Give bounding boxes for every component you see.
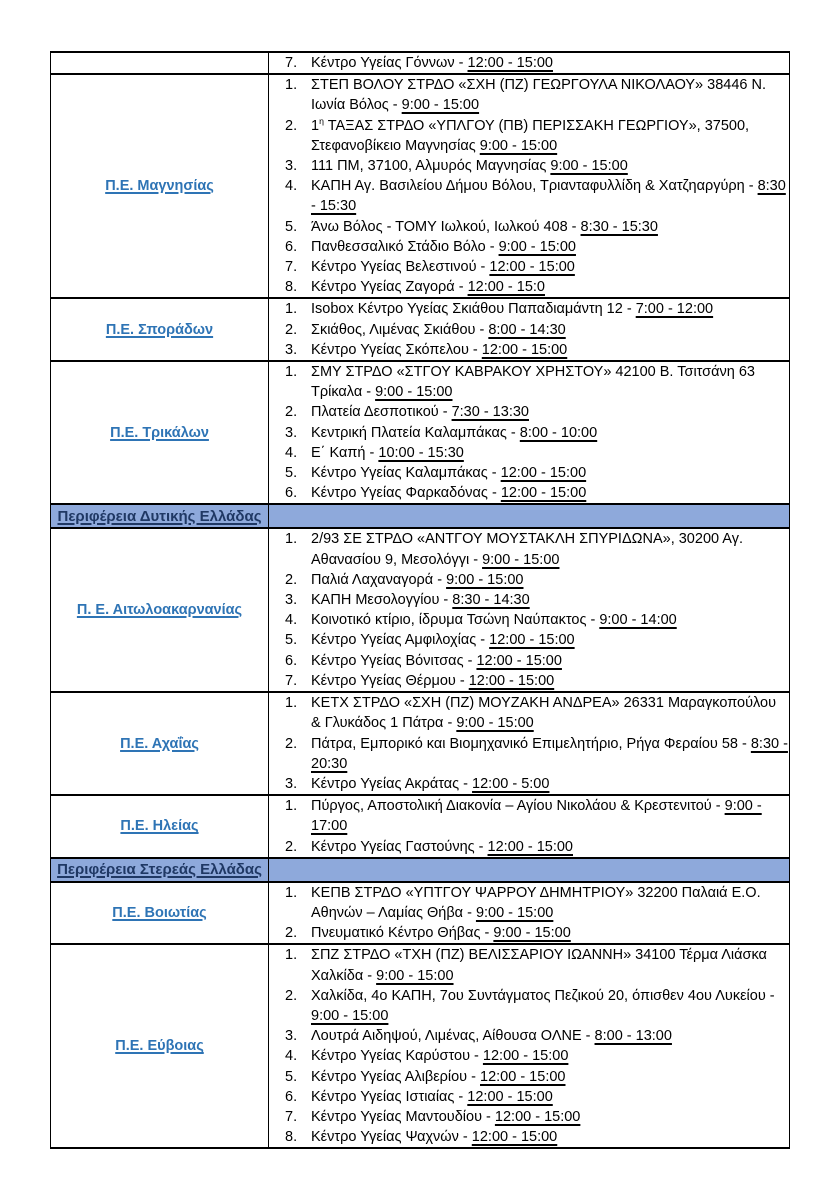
time-range: 9:00 - 17:00 bbox=[311, 798, 762, 835]
list-item bbox=[269, 237, 789, 257]
table-row bbox=[51, 795, 790, 858]
region-name-cell bbox=[51, 528, 269, 692]
list-item-text: Κέντρο Υγείας Σκόπελου - 12:00 - 15:00 bbox=[311, 341, 568, 358]
region-name-cell bbox=[51, 944, 269, 1148]
locations-cell bbox=[269, 298, 790, 361]
list-item-text: Κέντρο Υγείας Αλιβερίου - 12:00 - 15:00 bbox=[311, 1068, 566, 1085]
list-item-number: 2. bbox=[285, 117, 298, 134]
list-item-number: 1. bbox=[285, 884, 298, 901]
time-range: 12:00 - 15:00 bbox=[468, 672, 555, 689]
list-item-text: Κέντρο Υγείας Καλαμπάκας - 12:00 - 15:00 bbox=[311, 465, 587, 482]
list-item-text: ΣΜΥ ΣΤΡΔΟ «ΣΤΓΟΥ ΚΑΒΡΑΚΟΥ ΧΡΗΣΤΟΥ» 42100 Β. Τσιτσάνη 63 Τρίκαλα - 9:00 - 15:00 bbox=[311, 364, 755, 401]
list-item-number: 2. bbox=[285, 404, 298, 421]
time-range: 9:00 - 15:00 bbox=[446, 571, 524, 588]
list-item bbox=[269, 610, 789, 630]
list-item bbox=[269, 1067, 789, 1087]
list-item bbox=[269, 176, 789, 216]
table-row bbox=[51, 298, 790, 361]
list-item-text: Παλιά Λαχαναγορά - 9:00 - 15:00 bbox=[311, 571, 524, 588]
list-item-text: ΚΕΠΒ ΣΤΡΔΟ «ΥΠΤΓΟΥ ΨΑΡΡΟΥ ΔΗΜΗΤΡΙΟΥ» 32200 Παλαιά Ε.Ο. Αθηνών – Λαμίας Θήβα - 9:00 - 15:00 bbox=[311, 884, 761, 921]
list-item bbox=[269, 443, 789, 463]
list-item-text: Άνω Βόλος - ΤΟΜΥ Ιωλκού, Ιωλκού 408 - 8:30 - 15:30 bbox=[311, 218, 658, 235]
list-item bbox=[269, 362, 789, 402]
table-row bbox=[51, 52, 790, 74]
time-range: 9:00 - 15:00 bbox=[482, 551, 560, 568]
list-item bbox=[269, 1046, 789, 1066]
list-item-text: Κέντρο Υγείας Θέρμου - 12:00 - 15:00 bbox=[311, 672, 555, 689]
list-item-number: 1. bbox=[285, 798, 298, 815]
list-item-number: 6. bbox=[285, 652, 298, 669]
list-item-text: ΚΑΠΗ Μεσολογγίου - 8:30 - 14:30 bbox=[311, 592, 530, 609]
list-item-number: 7. bbox=[285, 672, 298, 689]
list-item bbox=[269, 986, 789, 1026]
list-item-number: 4. bbox=[285, 1048, 298, 1065]
list-item-text: Λουτρά Αιδηψού, Λιμένας, Αίθουσα ΟΛΝΕ - 8:00 - 13:00 bbox=[311, 1028, 672, 1045]
list-item-number: 7. bbox=[285, 55, 298, 71]
time-range: 7:30 - 13:30 bbox=[451, 404, 529, 421]
locations-cell bbox=[269, 944, 790, 1148]
list-item bbox=[269, 651, 789, 671]
list-item-number: 1. bbox=[285, 947, 298, 964]
list-item-text: Κέντρο Υγείας Γόννων - 12:00 - 15:00 bbox=[311, 55, 553, 71]
time-range: 12:00 - 15:00 bbox=[481, 341, 568, 358]
list-item-text: ΣΤΕΠ ΒΟΛΟΥ ΣΤΡΔΟ «ΣΧΗ (ΠΖ) ΓΕΩΡΓΟΥΛΑ ΝΙΚΟΛΑΟΥ» 38446 Ν. Ιωνία Βόλος - 9:00 - 15:00 bbox=[311, 77, 766, 114]
list-item-number: 2. bbox=[285, 571, 298, 588]
time-range: 8:30 - 20:30 bbox=[311, 735, 788, 772]
list-item-text: Κέντρο Υγείας Ζαγορά - 12:00 - 15:0 bbox=[311, 279, 545, 296]
list-item-number: 3. bbox=[285, 1028, 298, 1045]
time-range: 12:00 - 15:00 bbox=[467, 1088, 553, 1105]
list-item-text: Κοινοτικό κτίριο, ίδρυμα Τσώνη Ναύπακτος - 9:00 - 14:00 bbox=[311, 612, 677, 629]
list-item-text: Κέντρο Υγείας Μαντουδίου - 12:00 - 15:00 bbox=[311, 1108, 581, 1125]
table-row bbox=[51, 504, 790, 528]
time-range: 9:00 - 15:00 bbox=[479, 137, 558, 154]
list-item bbox=[269, 1087, 789, 1107]
time-range: 12:00 - 15:00 bbox=[482, 1048, 569, 1065]
time-range: 8:00 - 10:00 bbox=[519, 424, 598, 441]
locations-cell bbox=[269, 74, 790, 298]
region-band-cell bbox=[51, 504, 269, 528]
list-item-text: Κέντρο Υγείας Γαστούνης - 12:00 - 15:00 bbox=[311, 838, 573, 855]
list-item-text: Πλατεία Δεσποτικού - 7:30 - 13:30 bbox=[311, 404, 529, 421]
list-item-text: ΣΠΖ ΣΤΡΔΟ «ΤΧΗ (ΠΖ) ΒΕΛΙΣΣΑΡΙΟΥ ΙΩΑΝΝΗ» 34100 Τέρμα Λιάσκα Χαλκίδα - 9:00 - 15:00 bbox=[311, 947, 767, 984]
table-row bbox=[51, 74, 790, 298]
time-range: 9:00 - 15:00 bbox=[376, 967, 454, 984]
list-item-text: 2/93 ΣΕ ΣΤΡΔΟ «ΑΝΤΓΟΥ ΜΟΥΣΤΑΚΛΗ ΣΠΥΡΙΔΩΝΑ», 30200 Αγ. Αθανασίου 9, Μεσολόγγι - 9:00 - 15:00 bbox=[311, 531, 743, 568]
list-item bbox=[269, 277, 789, 297]
list-item-text: Κέντρο Υγείας Καρύστου - 12:00 - 15:00 bbox=[311, 1048, 569, 1065]
list-item-text: Χαλκίδα, 4ο ΚΑΠΗ, 7ου Συντάγματος Πεζικού 20, όπισθεν 4ου Λυκείου - 9:00 - 15:00 bbox=[311, 987, 775, 1024]
list-item bbox=[269, 529, 789, 569]
list-item bbox=[269, 423, 789, 443]
region-link[interactable]: Π.Ε. Τρικάλων bbox=[110, 424, 209, 441]
region-name-cell bbox=[51, 692, 269, 795]
table-row bbox=[51, 528, 790, 692]
time-range: 10:00 - 15:30 bbox=[378, 444, 464, 461]
list-item bbox=[269, 923, 789, 943]
list-item-number: 3. bbox=[285, 775, 298, 792]
list-item-number: 6. bbox=[285, 485, 298, 502]
time-range: 9:00 - 15:00 bbox=[493, 925, 571, 942]
list-item-number: 6. bbox=[285, 238, 298, 255]
time-range: 9:00 - 15:00 bbox=[401, 97, 480, 114]
time-range: 7:00 - 12:00 bbox=[635, 301, 714, 318]
locations-cell bbox=[269, 692, 790, 795]
list-item-text: ΚΑΠΗ Αγ. Βασιλείου Δήμου Βόλου, Τριανταφυλλίδη & Χατζηαργύρη - 8:30 - 15:30 bbox=[311, 178, 786, 215]
time-range: 12:00 - 15:00 bbox=[476, 652, 562, 669]
table-row bbox=[51, 361, 790, 504]
list-item-number: 1. bbox=[285, 364, 298, 381]
region-name-cell bbox=[51, 795, 269, 858]
list-item bbox=[269, 1107, 789, 1127]
list-item bbox=[269, 734, 789, 774]
list-item bbox=[269, 402, 789, 422]
time-range: 12:00 - 15:00 bbox=[467, 55, 553, 71]
table-row bbox=[51, 692, 790, 795]
table-row bbox=[51, 858, 790, 882]
region-link[interactable]: Π.Ε. Βοιωτίας bbox=[112, 905, 207, 922]
list-item-number: 8. bbox=[285, 279, 298, 296]
list-item bbox=[269, 796, 789, 836]
list-item-number: 4. bbox=[285, 178, 298, 195]
list-item-text: $1^\eta$ ΤΑΞΑΣ ΣΤΡΔΟ «ΥΠΛΓΟΥ (ΠΒ) ΠΕΡΙΣΣΑΚΗ ΓΕΩΡΓΙΟΥ», 37500, Στεφανοβίκειο Μαγνησίας 9:00 - 15:00 bbox=[311, 115, 750, 154]
list-item-number: 5. bbox=[285, 218, 298, 235]
list-item-number: 1. bbox=[285, 77, 298, 94]
time-range: 8:30 - 15:30 bbox=[311, 178, 786, 215]
region-band-label: Περιφέρεια Δυτικής Ελλάδας bbox=[57, 507, 262, 525]
list-item-number: 4. bbox=[285, 612, 298, 629]
region-name-cell bbox=[51, 74, 269, 298]
list-item bbox=[269, 837, 789, 857]
time-range: 8:00 - 13:00 bbox=[594, 1028, 672, 1045]
time-range: 12:00 - 15:00 bbox=[471, 1129, 558, 1146]
list-item-text: 111 ΠΜ, 37100, Αλμυρός Μαγνησίας 9:00 - 15:00 bbox=[311, 158, 628, 175]
time-range: 12:00 - 15:00 bbox=[494, 1108, 581, 1125]
list-item-number: 3. bbox=[285, 158, 298, 175]
list-item bbox=[269, 671, 789, 691]
time-range: 12:00 - 5:00 bbox=[472, 775, 550, 792]
list-item-number: 8. bbox=[285, 1129, 298, 1146]
time-range: 12:00 - 15:00 bbox=[487, 838, 573, 855]
list-item bbox=[269, 320, 789, 340]
list-item-text: Ε΄ Καπή - 10:00 - 15:30 bbox=[311, 444, 464, 461]
list-item-number: 1. bbox=[285, 531, 298, 548]
list-item-text: Κέντρο Υγείας Ψαχνών - 12:00 - 15:00 bbox=[311, 1129, 558, 1146]
list-item-number: 2. bbox=[285, 925, 298, 942]
list-item-number: 2. bbox=[285, 987, 298, 1004]
list-item bbox=[269, 53, 789, 73]
list-item-text: Isobox Κέντρο Υγείας Σκιάθου Παπαδιαμάντη 12 - 7:00 - 12:00 bbox=[311, 301, 714, 318]
time-range: 12:00 - 15:00 bbox=[500, 485, 587, 502]
list-item-text: Πνευματικό Κέντρο Θήβας - 9:00 - 15:00 bbox=[311, 925, 571, 942]
region-band-cell bbox=[51, 858, 269, 882]
list-item-number: 3. bbox=[285, 341, 298, 358]
time-range: 9:00 - 15:00 bbox=[498, 238, 576, 255]
region-name-cell bbox=[51, 882, 269, 945]
time-range: 12:00 - 15:00 bbox=[489, 632, 575, 649]
list-item bbox=[269, 463, 789, 483]
list-item-number: 5. bbox=[285, 632, 298, 649]
list-item-text: Κέντρο Υγείας Βόνιτσας - 12:00 - 15:00 bbox=[311, 652, 562, 669]
list-item-number: 4. bbox=[285, 444, 298, 461]
list-item bbox=[269, 116, 789, 156]
list-item bbox=[269, 945, 789, 985]
locations-cell bbox=[269, 795, 790, 858]
list-item-text: ΚΕΤΧ ΣΤΡΔΟ «ΣΧΗ (ΠΖ) ΜΟΥΖΑΚΗ ΑΝΔΡΕΑ» 26331 Μαραγκοπούλου & Γλυκάδος 1 Πάτρα - 9:00 - 15:00 bbox=[311, 695, 777, 732]
list-item-number: 3. bbox=[285, 424, 298, 441]
list-item-text: Πύργος, Αποστολική Διακονία – Αγίου Νικολάου & Κρεστενιτού - 9:00 - 17:00 bbox=[311, 798, 762, 835]
list-item-text: Κέντρο Υγείας Ιστιαίας - 12:00 - 15:00 bbox=[311, 1088, 553, 1105]
list-item-text: Κεντρική Πλατεία Καλαμπάκας - 8:00 - 10:00 bbox=[311, 424, 598, 441]
list-item bbox=[269, 340, 789, 360]
list-item bbox=[269, 630, 789, 650]
list-item-text: Κέντρο Υγείας Φαρκαδόνας - 12:00 - 15:00 bbox=[311, 485, 587, 502]
list-item bbox=[269, 693, 789, 733]
schedule-table-body bbox=[51, 52, 790, 1148]
list-item bbox=[269, 590, 789, 610]
list-item-number: 2. bbox=[285, 321, 298, 338]
list-item-number: 3. bbox=[285, 592, 298, 609]
time-range: 9:00 - 15:00 bbox=[456, 715, 534, 732]
time-range: 12:00 - 15:00 bbox=[500, 465, 587, 482]
region-name-cell bbox=[51, 52, 269, 74]
time-range: 9:00 - 15:00 bbox=[475, 904, 554, 921]
list-item-number: 7. bbox=[285, 1108, 298, 1125]
locations-cell bbox=[269, 361, 790, 504]
list-item bbox=[269, 774, 789, 794]
list-item bbox=[269, 217, 789, 237]
time-range: 12:00 - 15:00 bbox=[489, 259, 575, 276]
list-item-number: 5. bbox=[285, 465, 298, 482]
list-item-text: Κέντρο Υγείας Βελεστινού - 12:00 - 15:00 bbox=[311, 259, 575, 276]
region-link[interactable]: Π.Ε. Σποράδων bbox=[105, 321, 214, 338]
time-range: 8:30 - 15:30 bbox=[580, 218, 658, 235]
region-link[interactable]: Π.Ε. Αχαΐας bbox=[120, 735, 199, 752]
region-band-filler bbox=[269, 858, 790, 882]
list-item-number: 1. bbox=[285, 301, 298, 318]
region-link[interactable]: Π.Ε. Εύβοιας bbox=[115, 1038, 204, 1055]
list-item-text: Πάτρα, Εμπορικό και Βιομηχανικό Επιμελητήριο, Ρήγα Φεραίου 58 - 8:30 - 20:30 bbox=[311, 735, 788, 772]
time-range: 9:00 - 14:00 bbox=[599, 612, 677, 629]
list-item bbox=[269, 257, 789, 277]
list-item bbox=[269, 75, 789, 115]
list-item-text: Κέντρο Υγείας Ακράτας - 12:00 - 5:00 bbox=[311, 775, 550, 792]
list-item-number: 5. bbox=[285, 1068, 298, 1085]
list-item bbox=[269, 570, 789, 590]
region-link[interactable]: Π. Ε. Αιτωλοακαρνανίας bbox=[76, 602, 243, 619]
time-range: 9:00 - 15:00 bbox=[311, 1007, 389, 1024]
region-link[interactable]: Π.Ε. Μαγνησίας bbox=[105, 178, 214, 195]
list-item bbox=[269, 156, 789, 176]
list-item-number: 7. bbox=[285, 259, 298, 276]
list-item bbox=[269, 1127, 789, 1147]
schedule-table bbox=[50, 51, 790, 1149]
locations-cell bbox=[269, 52, 790, 74]
list-item bbox=[269, 1026, 789, 1046]
time-range: 8:00 - 14:30 bbox=[488, 321, 566, 338]
list-item-text: Πανθεσσαλικό Στάδιο Βόλο - 9:00 - 15:00 bbox=[311, 238, 576, 255]
time-range: 12:00 - 15:00 bbox=[480, 1068, 566, 1085]
list-item-text: Κέντρο Υγείας Αμφιλοχίας - 12:00 - 15:00 bbox=[311, 632, 575, 649]
ordinal-superscript: η bbox=[319, 115, 324, 126]
list-item-number: 2. bbox=[285, 838, 298, 855]
time-range: 12:00 - 15:0 bbox=[467, 279, 545, 296]
region-band-label: Περιφέρεια Στερεάς Ελλάδας bbox=[57, 861, 262, 879]
time-range: 8:30 - 14:30 bbox=[452, 592, 530, 609]
list-item-text: Σκιάθος, Λιμένας Σκιάθου - 8:00 - 14:30 bbox=[311, 321, 566, 338]
table-row bbox=[51, 944, 790, 1148]
list-item bbox=[269, 483, 789, 503]
list-item bbox=[269, 883, 789, 923]
time-range: 9:00 - 15:00 bbox=[550, 158, 628, 175]
table-row bbox=[51, 882, 790, 945]
region-band-filler bbox=[269, 504, 790, 528]
region-name-cell bbox=[51, 361, 269, 504]
region-link[interactable]: Π.Ε. Ηλείας bbox=[120, 818, 199, 835]
locations-cell bbox=[269, 528, 790, 692]
list-item-number: 6. bbox=[285, 1088, 298, 1105]
list-item-number: 2. bbox=[285, 735, 298, 752]
time-range: 9:00 - 15:00 bbox=[375, 384, 453, 401]
locations-cell bbox=[269, 882, 790, 945]
list-item-number: 1. bbox=[285, 695, 298, 712]
region-name-cell bbox=[51, 298, 269, 361]
list-item bbox=[269, 299, 789, 319]
